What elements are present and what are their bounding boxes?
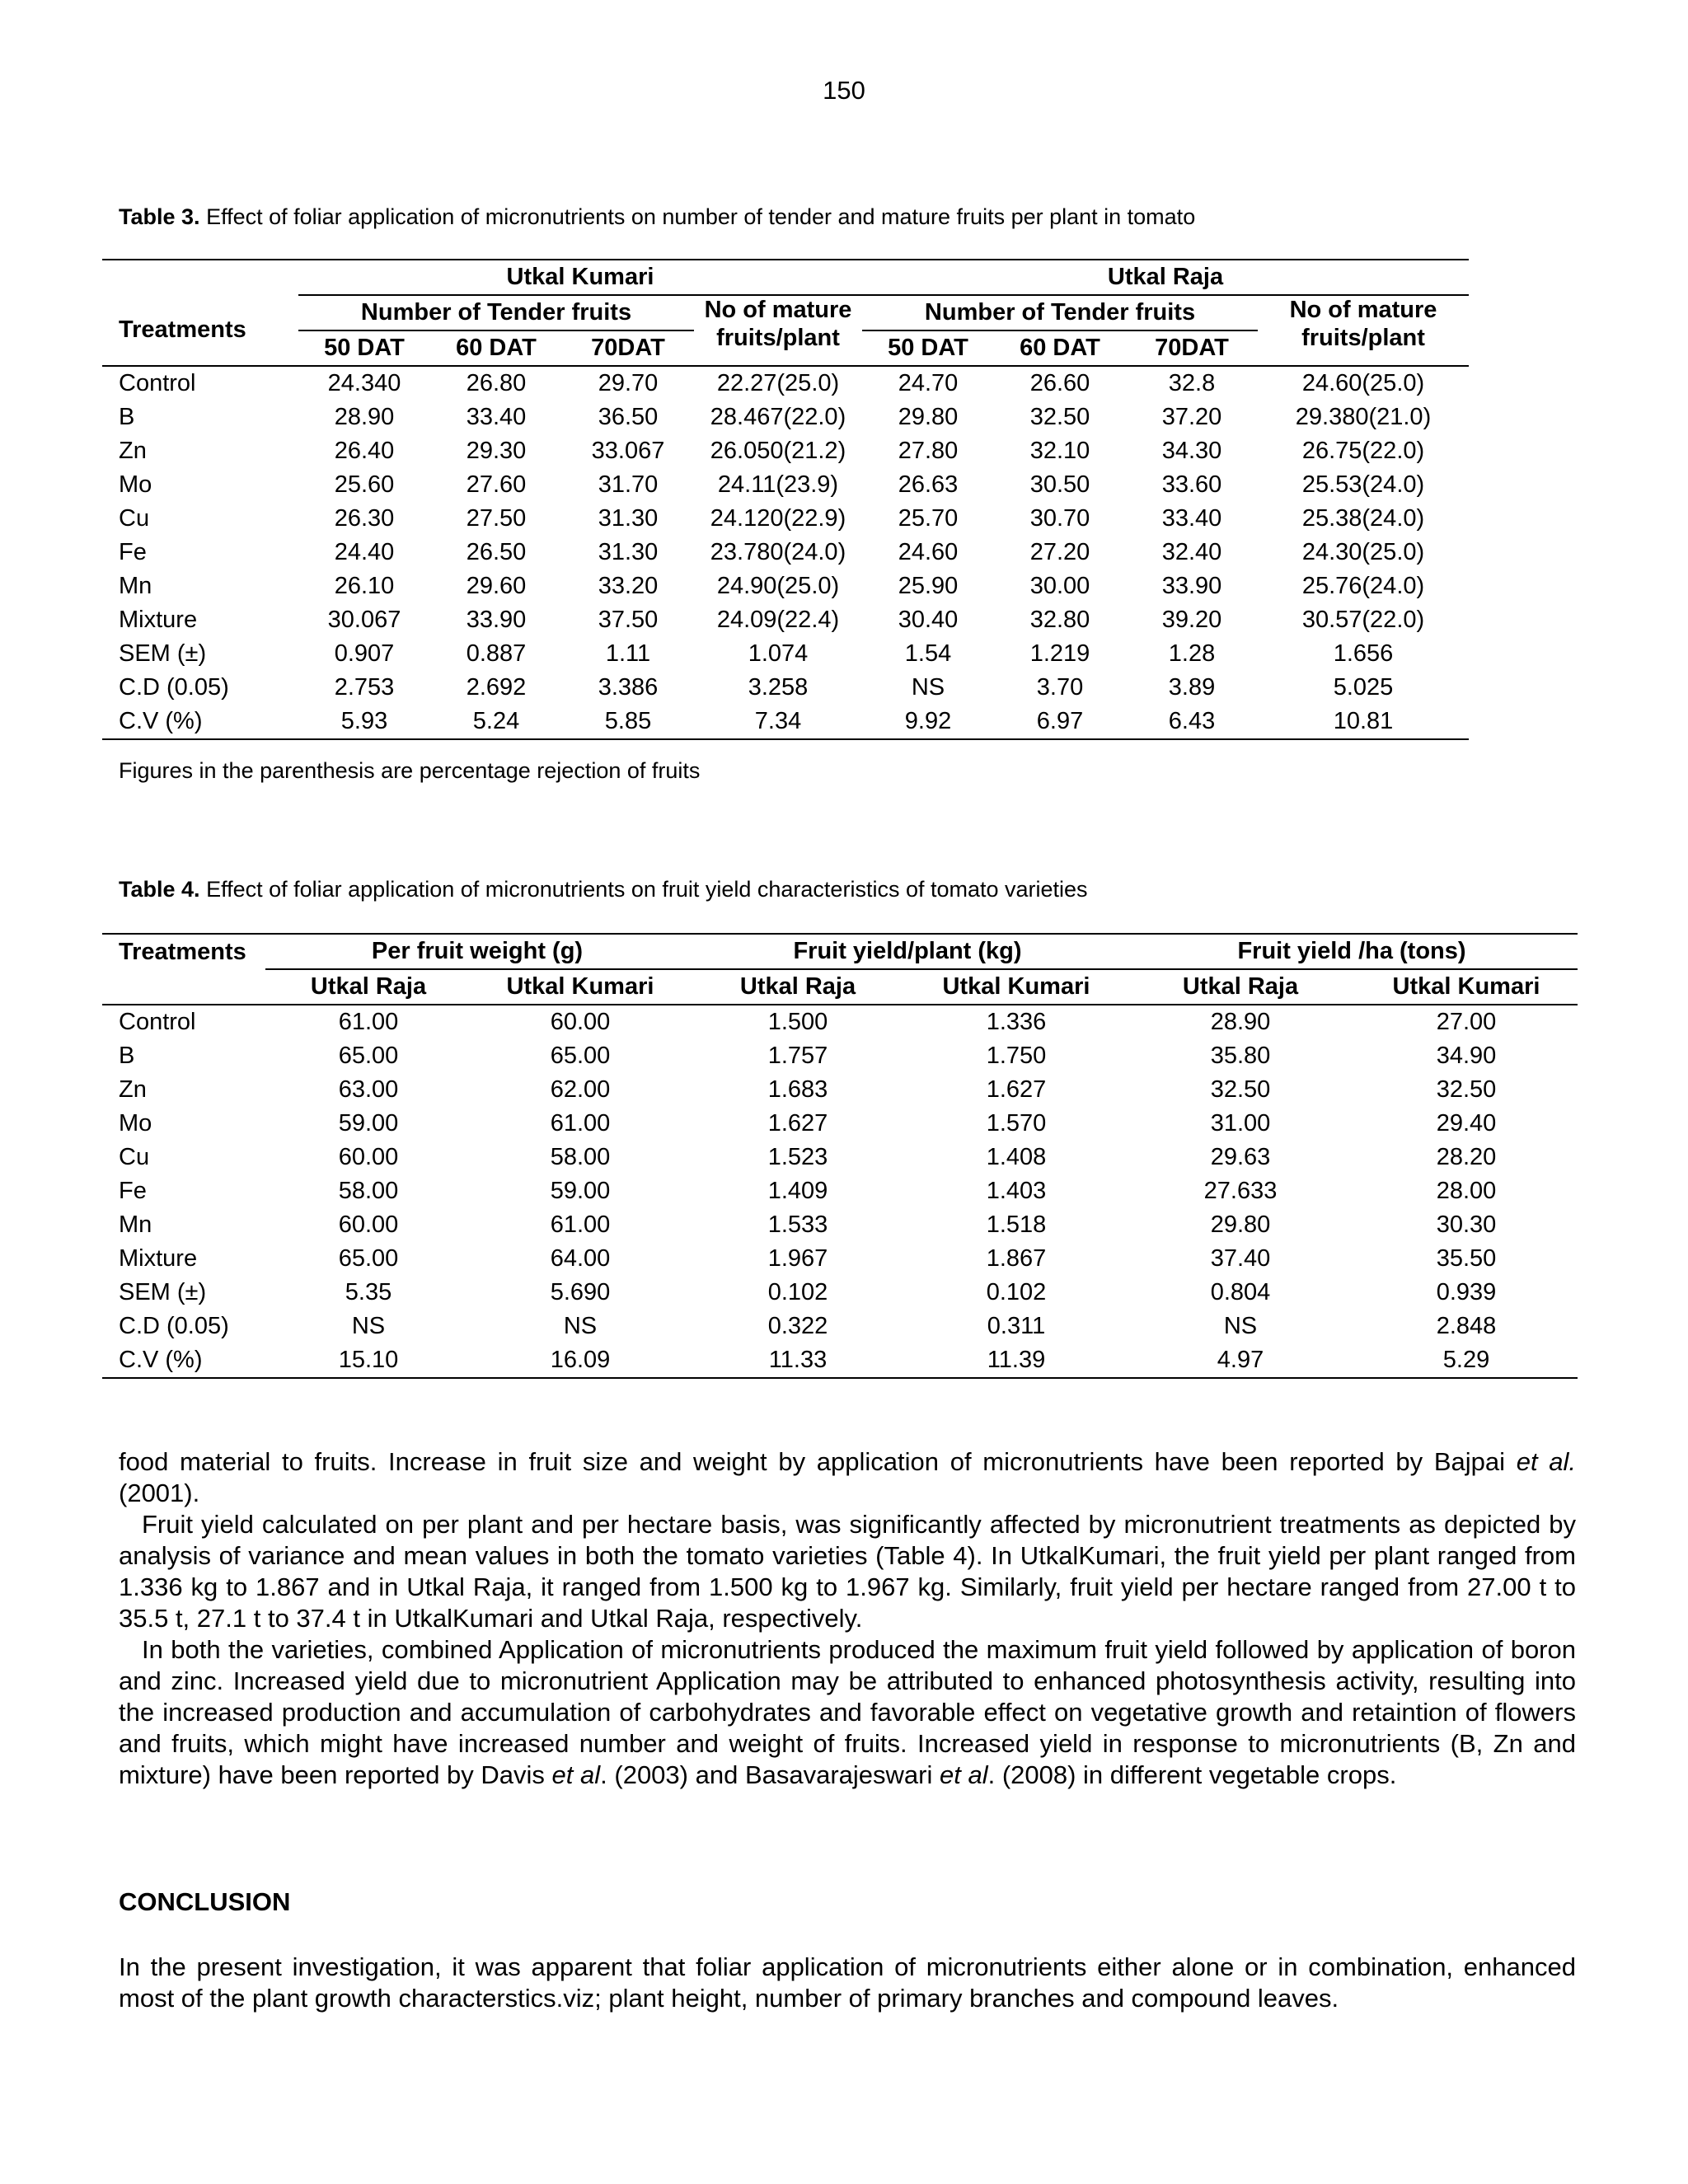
table3-caption-text: Effect of foliar application of micronutrients on number of tender and mature fruits per plant in tomato: [206, 204, 1196, 229]
treatment-label: Cu: [119, 505, 150, 532]
body-text: [119, 1446, 1576, 1791]
treatment-label: Zn: [119, 1076, 147, 1103]
table-cell: 29.80: [898, 404, 959, 430]
treatment-label: Mixture: [119, 607, 198, 633]
table-cell: 26.050(21.2): [710, 438, 846, 464]
table-cell: 25.53(24.0): [1301, 471, 1425, 498]
table-cell: 26.40: [334, 438, 395, 464]
table-cell: NS: [351, 1313, 386, 1339]
table-cell: 61.00: [338, 1009, 399, 1035]
table-cell: 1.867: [986, 1245, 1047, 1272]
table-cell: 1.570: [986, 1110, 1047, 1137]
table-cell: 7.34: [754, 708, 802, 734]
paragraph-2: Fruit yield calculated on per plant and per hectare basis, was significantly affected by micronutrient treatments as depicted by analysis of variance and mean values in both the tomato varieties (Table 4). In UtkalKumari, the fruit yield per plant ranged from 1.336 kg to 1.867 and in Utkal Raja, it ranged from 1.500 kg to 1.967 kg. Similarly, fruit yield per hectare ranged from 27.00 t to 35.5 t, 27.1 t to 37.4 t in UtkalKumari and Utkal Raja, respectively.: [119, 1510, 1576, 1633]
table-cell: 58.00: [550, 1144, 611, 1170]
table-cell: 0.102: [767, 1279, 828, 1305]
table-cell: 28.467(22.0): [710, 404, 846, 430]
table-cell: 27.60: [466, 471, 527, 498]
table-cell: 29.70: [598, 370, 659, 396]
table-cell: 1.403: [986, 1178, 1047, 1204]
table-row: [102, 434, 1469, 468]
table-cell: 30.70: [1029, 505, 1090, 532]
table-cell: 31.30: [598, 505, 659, 532]
table-cell: 37.50: [598, 607, 659, 633]
page-number: 150: [823, 76, 865, 105]
conclusion-text: [119, 1952, 1576, 2014]
table3-tender-header-2: Number of Tender fruits: [862, 295, 1258, 330]
table-cell: NS: [911, 674, 945, 701]
table-cell: 29.40: [1436, 1110, 1497, 1137]
treatment-label: Fe: [119, 539, 147, 565]
table-cell: 32.50: [1210, 1076, 1271, 1103]
table-cell: 6.97: [1036, 708, 1084, 734]
treatment-label: B: [119, 1043, 135, 1069]
table-cell: 26.80: [466, 370, 527, 396]
table3: [102, 259, 1469, 740]
table-cell: 33.067: [591, 438, 665, 464]
table-cell: 1.409: [767, 1178, 828, 1204]
table-cell: 33.90: [466, 607, 527, 633]
table-cell: 1.967: [767, 1245, 828, 1272]
table-cell: 0.102: [986, 1279, 1047, 1305]
table-cell: NS: [1223, 1313, 1258, 1339]
table4-caption-label: Table 4.: [119, 877, 200, 902]
treatment-label: Mo: [119, 471, 152, 498]
table-cell: 27.80: [898, 438, 959, 464]
table-cell: 29.380(21.0): [1295, 404, 1432, 430]
table-cell: 29.80: [1210, 1212, 1271, 1238]
table3-caption-label: Table 3.: [119, 204, 200, 229]
table-cell: 9.92: [904, 708, 952, 734]
table-cell: 24.120(22.9): [710, 505, 846, 532]
table-row: [102, 502, 1469, 536]
table3-caption: [119, 203, 1195, 231]
table-cell: 39.20: [1161, 607, 1222, 633]
table-cell: 61.00: [550, 1110, 611, 1137]
treatment-label: Mn: [119, 573, 152, 599]
table-cell: 24.09(22.4): [716, 607, 840, 633]
table4: [102, 933, 1578, 1379]
table-cell: 25.38(24.0): [1301, 505, 1425, 532]
table-cell: 1.28: [1168, 640, 1216, 667]
table-cell: 60.00: [338, 1144, 399, 1170]
table4-group-header: Per fruit weight (g): [265, 934, 689, 969]
treatment-label: B: [119, 404, 135, 430]
table4-sub-header: Utkal Kumari: [942, 973, 1090, 1000]
table-cell: 24.11(23.9): [717, 471, 839, 498]
table-row: [102, 671, 1469, 705]
table-cell: 27.633: [1203, 1178, 1278, 1204]
table-cell: 25.90: [898, 573, 959, 599]
table-cell: 58.00: [338, 1178, 399, 1204]
table4-sub-header: Utkal Kumari: [506, 973, 654, 1000]
table-cell: 2.692: [466, 674, 527, 701]
table-cell: 2.848: [1436, 1313, 1497, 1339]
table3-treatments-header: Treatments: [102, 295, 298, 366]
table-cell: 3.70: [1036, 674, 1084, 701]
table-cell: 26.63: [898, 471, 959, 498]
table-row: [102, 1141, 1578, 1174]
table3-variety1: Utkal Kumari: [298, 260, 862, 295]
table-cell: 24.60: [898, 539, 959, 565]
table-row: [102, 468, 1469, 502]
table4-sub-header: Utkal Kumari: [1392, 973, 1540, 1000]
table-cell: 35.80: [1210, 1043, 1271, 1069]
table-cell: 6.43: [1168, 708, 1216, 734]
table-cell: 35.50: [1436, 1245, 1497, 1272]
table-cell: 30.57(22.0): [1301, 607, 1425, 633]
table-cell: 37.40: [1210, 1245, 1271, 1272]
table-cell: 1.533: [767, 1212, 828, 1238]
table-cell: 24.40: [334, 539, 395, 565]
table-row: [102, 1005, 1578, 1039]
conclusion-paragraph: In the present investigation, it was apparent that foliar application of micronutrients either alone or in combination, enhanced most of the plant growth characterstics.viz; plant height, number of primary branches and compound leaves.: [119, 1952, 1576, 2013]
treatment-label: Zn: [119, 438, 147, 464]
dat-header: 50 DAT: [324, 335, 405, 361]
table-cell: 26.30: [334, 505, 395, 532]
paragraph-3: In both the varieties, combined Application of micronutrients produced the maximum fruit yield followed by application of boron and zinc. Increased yield due to micronutrient Application may be attributed to enhanced photosynthesis activity, resulting into the increased production and accumulation of carbohydrates and favorable effect on vegetative growth and retaintion of flowers and fruits, which might have increased number and weight of fruits. Increased yield in response to micronutrients (B, Zn and mixture) have been reported by Davis et al. (2003) and Basavarajeswari et al. (2008) in different vegetable crops.: [119, 1635, 1576, 1789]
table-cell: 11.39: [987, 1347, 1046, 1373]
table4-group-header: Fruit yield /ha (tons): [1126, 934, 1578, 969]
table-cell: 28.90: [1210, 1009, 1271, 1035]
table-cell: 0.887: [466, 640, 527, 667]
table-cell: 26.50: [466, 539, 527, 565]
table-cell: 2.753: [334, 674, 395, 701]
treatment-label: Mo: [119, 1110, 152, 1137]
table-cell: 28.90: [334, 404, 395, 430]
table-row: [102, 1039, 1578, 1073]
table-row: [102, 1343, 1578, 1378]
table-cell: 32.50: [1029, 404, 1090, 430]
table-cell: 30.40: [898, 607, 959, 633]
table-cell: 27.00: [1436, 1009, 1497, 1035]
table-cell: 3.386: [598, 674, 659, 701]
table-cell: 24.30(25.0): [1301, 539, 1425, 565]
table4-caption: [119, 875, 1088, 903]
treatment-label: Mixture: [119, 1245, 198, 1272]
table-cell: 33.40: [466, 404, 527, 430]
table-cell: 60.00: [550, 1009, 611, 1035]
treatment-label: C.D (0.05): [119, 1313, 229, 1339]
table-cell: 24.70: [898, 370, 959, 396]
table-cell: 1.408: [986, 1144, 1047, 1170]
table-cell: 59.00: [338, 1110, 399, 1137]
table4-sub-header: Utkal Raja: [739, 973, 856, 1000]
table4-caption-text: Effect of foliar application of micronutrients on fruit yield characteristics of tomato varieties: [206, 877, 1088, 902]
table-cell: 0.907: [334, 640, 395, 667]
table-cell: 32.10: [1029, 438, 1090, 464]
table-cell: 34.30: [1161, 438, 1222, 464]
table-cell: 61.00: [550, 1212, 611, 1238]
table-cell: 1.750: [986, 1043, 1047, 1069]
table-cell: 1.757: [767, 1043, 828, 1069]
table-cell: 0.311: [987, 1313, 1046, 1339]
table-cell: 1.627: [767, 1110, 828, 1137]
table3-tender-header-1: Number of Tender fruits: [298, 295, 694, 330]
table-cell: 32.50: [1436, 1076, 1497, 1103]
table-cell: 5.025: [1333, 674, 1394, 701]
table-cell: 63.00: [338, 1076, 399, 1103]
dat-header: 60 DAT: [1020, 335, 1100, 361]
table-cell: 25.60: [334, 471, 395, 498]
table-cell: 29.60: [466, 573, 527, 599]
table-cell: 25.70: [898, 505, 959, 532]
table-cell: 5.690: [550, 1279, 611, 1305]
table-cell: 22.27(25.0): [716, 370, 840, 396]
table-cell: 15.10: [338, 1347, 399, 1373]
treatment-label: C.V (%): [119, 708, 203, 734]
treatment-label: SEM (±): [119, 640, 207, 667]
table-cell: 33.90: [1161, 573, 1222, 599]
table-cell: 1.54: [904, 640, 952, 667]
table-cell: 36.50: [598, 404, 659, 430]
paragraph-1: food material to fruits. Increase in fruit size and weight by application of micronutrients have been reported by Bajpai et al. (2001).: [119, 1447, 1576, 1507]
table-cell: 65.00: [338, 1043, 399, 1069]
table-cell: 28.00: [1436, 1178, 1497, 1204]
treatment-label: Control: [119, 370, 196, 396]
table-cell: 33.40: [1161, 505, 1222, 532]
table-cell: 65.00: [338, 1245, 399, 1272]
table-row: [102, 1310, 1578, 1343]
treatment-label: SEM (±): [119, 1279, 207, 1305]
table-cell: 1.523: [767, 1144, 828, 1170]
table-cell: 1.518: [986, 1212, 1047, 1238]
treatment-label: Fe: [119, 1178, 147, 1204]
table-cell: 32.80: [1029, 607, 1090, 633]
table-cell: 1.074: [748, 640, 809, 667]
table-cell: 1.219: [1029, 640, 1090, 667]
table-cell: 59.00: [550, 1178, 611, 1204]
table-row: [102, 603, 1469, 637]
table-cell: 3.258: [748, 674, 809, 701]
table3-variety2: Utkal Raja: [862, 260, 1469, 295]
table-cell: 62.00: [550, 1076, 611, 1103]
table-row: [102, 1276, 1578, 1310]
table3-mature-header-2: No of mature fruits/plant: [1258, 295, 1469, 366]
table-cell: 26.60: [1029, 370, 1090, 396]
table-cell: 5.35: [345, 1279, 392, 1305]
table-row: [102, 705, 1469, 739]
treatment-label: Control: [119, 1009, 196, 1035]
table-row: [102, 366, 1469, 401]
table-cell: 30.067: [327, 607, 401, 633]
table-cell: 16.09: [550, 1347, 611, 1373]
table-cell: 1.683: [767, 1076, 828, 1103]
conclusion-heading: CONCLUSION: [119, 1887, 291, 1916]
table-cell: 5.85: [604, 708, 652, 734]
table-cell: 30.30: [1436, 1212, 1497, 1238]
table-cell: 1.656: [1333, 640, 1394, 667]
dat-header: 60 DAT: [456, 335, 537, 361]
table-cell: 30.00: [1029, 573, 1090, 599]
table-cell: 27.20: [1029, 539, 1090, 565]
table-cell: 27.50: [466, 505, 527, 532]
treatment-label: C.V (%): [119, 1347, 203, 1373]
table-cell: 1.627: [986, 1076, 1047, 1103]
table-cell: NS: [563, 1313, 598, 1339]
table-cell: 24.90(25.0): [716, 573, 840, 599]
table-cell: 1.336: [986, 1009, 1047, 1035]
table3-body: [102, 366, 1469, 739]
table-cell: 24.60(25.0): [1301, 370, 1425, 396]
table-cell: 31.70: [598, 471, 659, 498]
table-cell: 26.75(22.0): [1301, 438, 1425, 464]
table-row: [102, 569, 1469, 603]
table4-group-header: Fruit yield/plant (kg): [689, 934, 1126, 969]
table-cell: 26.10: [334, 573, 395, 599]
table3-footnote: Figures in the parenthesis are percentage rejection of fruits: [119, 758, 701, 783]
treatment-label: C.D (0.05): [119, 674, 229, 701]
table-cell: 3.89: [1168, 674, 1216, 701]
treatment-label: Cu: [119, 1144, 150, 1170]
table3-mature-header-1: No of mature fruits/plant: [694, 295, 862, 366]
table-cell: 4.97: [1217, 1347, 1264, 1373]
table-cell: 32.8: [1168, 370, 1216, 396]
table-cell: 34.90: [1436, 1043, 1497, 1069]
table-row: [102, 1174, 1578, 1208]
table-cell: 31.00: [1210, 1110, 1271, 1137]
dat-header: 50 DAT: [888, 335, 968, 361]
table-cell: 24.340: [327, 370, 401, 396]
table-cell: 1.11: [605, 640, 651, 667]
table-cell: 5.29: [1442, 1347, 1490, 1373]
table-cell: 0.939: [1436, 1279, 1497, 1305]
table4-treatments-header: Treatments: [119, 938, 246, 965]
table-cell: 28.20: [1436, 1144, 1497, 1170]
table-cell: 29.30: [466, 438, 527, 464]
table-cell: 33.60: [1161, 471, 1222, 498]
table-cell: 29.63: [1210, 1144, 1271, 1170]
table4-body: [102, 1005, 1578, 1378]
treatment-label: Mn: [119, 1212, 152, 1238]
table-cell: 11.33: [768, 1347, 828, 1373]
table-cell: 0.804: [1210, 1279, 1271, 1305]
table-cell: 32.40: [1161, 539, 1222, 565]
table4-sub-header: Utkal Raja: [310, 973, 427, 1000]
table-cell: 60.00: [338, 1212, 399, 1238]
table-cell: 30.50: [1029, 471, 1090, 498]
table-cell: 33.20: [598, 573, 659, 599]
table-cell: 5.93: [340, 708, 388, 734]
table-row: [102, 401, 1469, 434]
table-row: [102, 536, 1469, 569]
table-row: [102, 1242, 1578, 1276]
table-cell: 0.322: [767, 1313, 828, 1339]
table-row: [102, 1073, 1578, 1107]
table-cell: 23.780(24.0): [710, 539, 846, 565]
table-cell: 5.24: [472, 708, 520, 734]
table-row: [102, 1208, 1578, 1242]
dat-header: 70DAT: [1155, 335, 1229, 361]
table-cell: 64.00: [550, 1245, 611, 1272]
table-cell: 37.20: [1161, 404, 1222, 430]
table-cell: 65.00: [550, 1043, 611, 1069]
table-row: [102, 637, 1469, 671]
table-cell: 1.500: [767, 1009, 828, 1035]
table-cell: 31.30: [598, 539, 659, 565]
table4-sub-header: Utkal Raja: [1182, 973, 1299, 1000]
table-cell: 25.76(24.0): [1301, 573, 1425, 599]
table-cell: 10.81: [1333, 708, 1394, 734]
dat-header: 70DAT: [591, 335, 665, 361]
table-row: [102, 1107, 1578, 1141]
